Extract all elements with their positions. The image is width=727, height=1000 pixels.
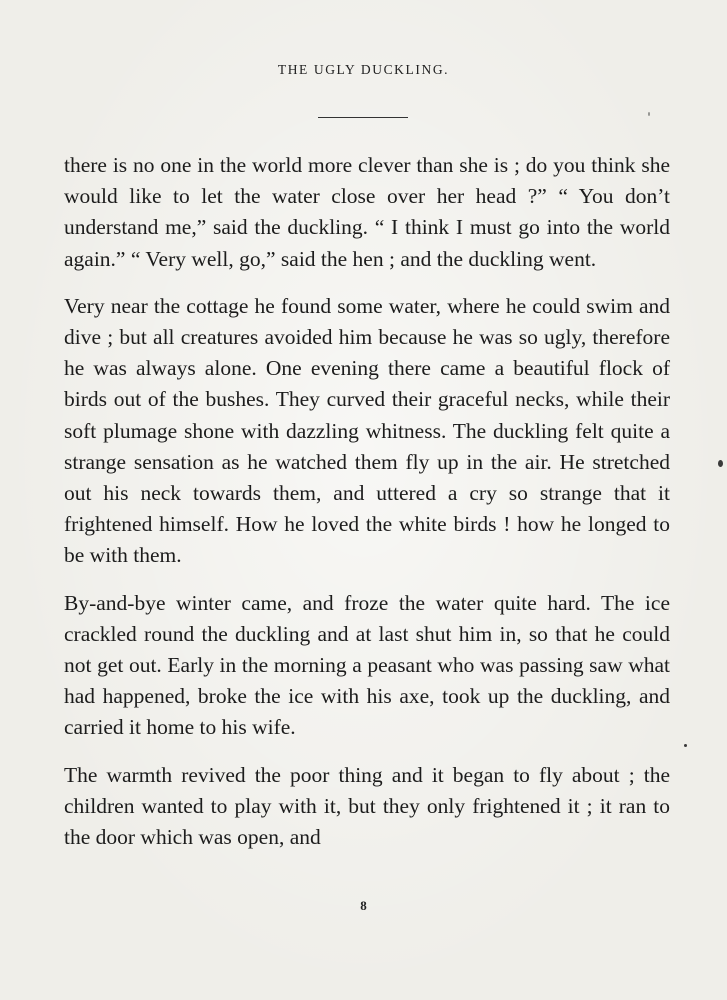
- body-text: [64, 150, 670, 869]
- paragraph: Very near the cottage he found some water, where he could swim and dive ; but all creatures avoided him because he was so ugly, therefore he was always alone. One evening there came a beautiful flock of birds out of the bushes. They curved their graceful necks, while their soft plumage shone with dazzling whitness. The duckling felt quite a strange sensation as he watched them fly up in the air. He stretched out his neck towards them, and uttered a cry so strange that it frightened himself. How he loved the white birds ! how he longed to be with them.: [64, 293, 670, 568]
- paragraph: By-and-bye winter came, and froze the water quite hard. The ice crackled round the duckling and at last shut him in, so that he could not get out. Early in the morning a peasant who was passing saw what had happened, broke the ice with his axe, took up the duckling, and carried it home to his wife.: [64, 590, 670, 740]
- header-rule: [318, 117, 408, 118]
- ink-speck: [648, 112, 650, 116]
- paragraph: The warmth revived the poor thing and it began to fly about ; the children wanted to play with it, but they only frightened it ; it ran to the door which was open, and: [64, 762, 670, 850]
- ink-speck: [718, 460, 723, 467]
- ink-speck: [684, 744, 687, 747]
- paragraph: there is no one in the world more clever than she is ; do you think she would like to let the water close over her head ?” “ You don’t understand me,” said the duckling. “ I think I must go into the world again.” “ Very well, go,” said the hen ; and the duckling went.: [64, 153, 670, 271]
- page-number: 8: [360, 898, 367, 913]
- running-header: THE UGLY DUCKLING.: [277, 62, 450, 77]
